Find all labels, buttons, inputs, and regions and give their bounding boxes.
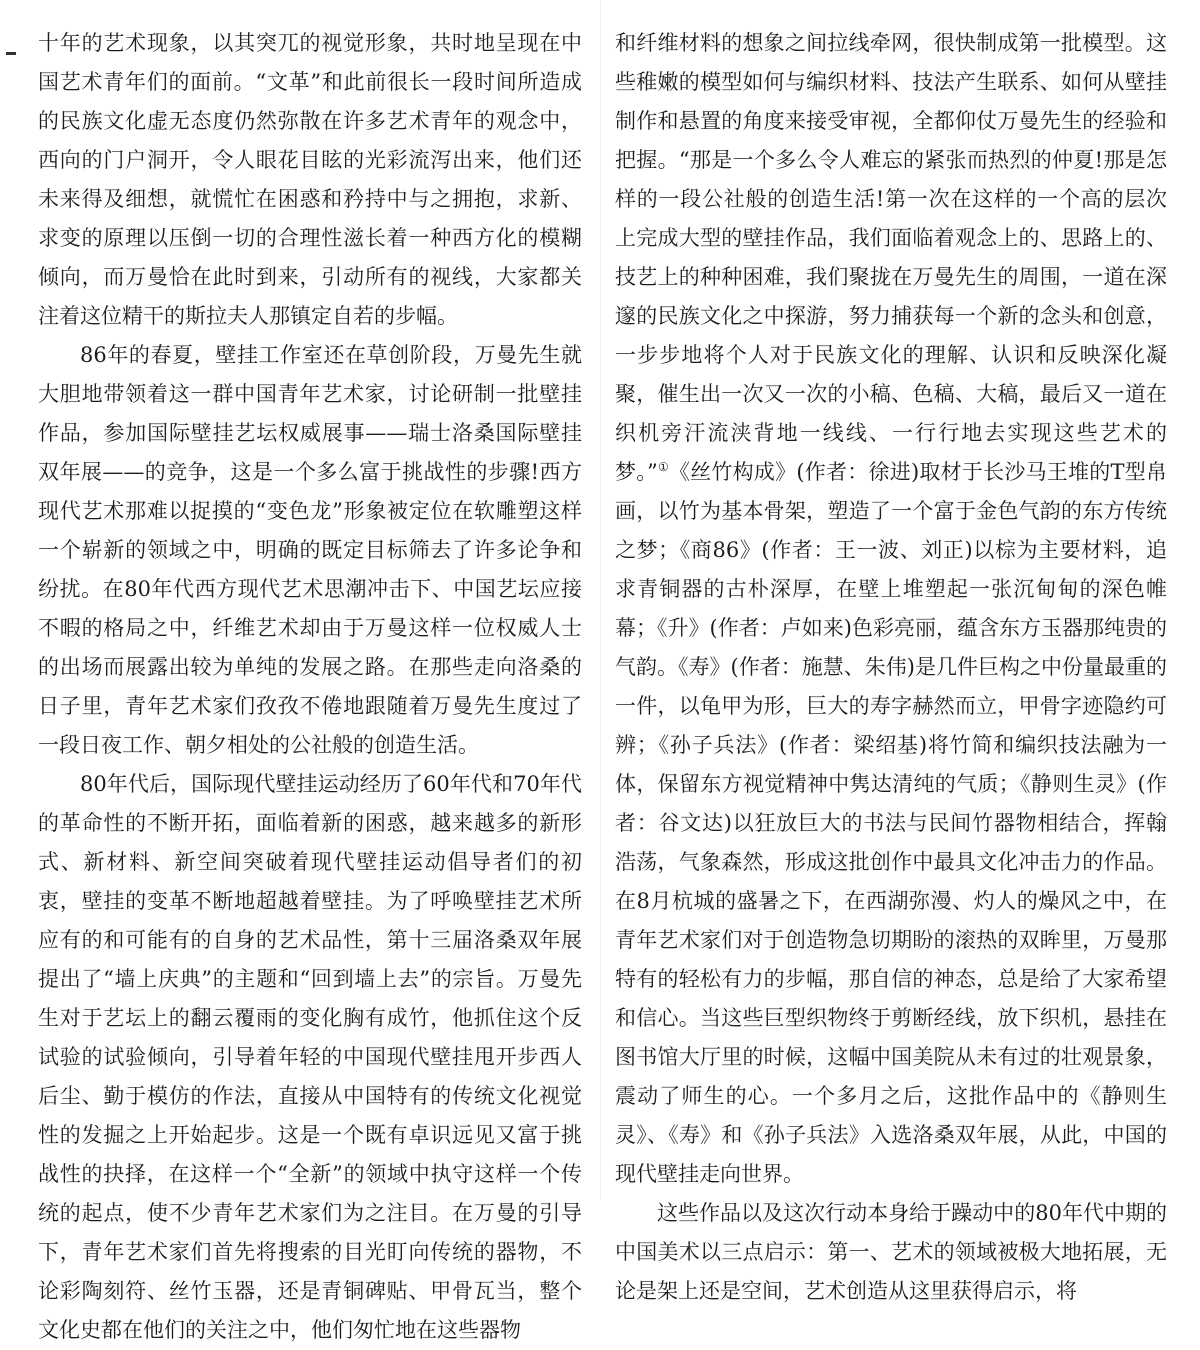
paragraph-models-and-works — [615, 24, 1167, 1194]
footnote-mark[interactable]: ① — [657, 460, 669, 474]
works-description: 《丝竹构成》(作者：徐进)取材于长沙马王堆的T型帛画，以竹为基本骨架，塑造了一个富于金色气韵的东方传统之梦；《商86》(作者：王一波、刘正)以棕为主要材料，追求青铜器的古朴深厚，在壁上堆塑起一张沉甸甸的深色帷幕；《升》(作者：卢如来)色彩亮丽，蕴含东方玉器那纯贵的气韵。《寿》(作者：施慧、朱伟)是几件巨构之中份量最重的一件，以龟甲为形，巨大的寿字赫然而立，甲骨字迹隐约可辨；《孙子兵法》(作者：梁绍基)将竹简和编织技法融为一体，保留东方视觉精神中隽达清纯的气质；《静则生灵》(作者：谷文达)以狂放巨大的书法与民间竹器物相结合，挥翰浩荡，气象森然，形成这批创作中最具文化冲击力的作品。在8月杭城的盛暑之下，在西湖弥漫、灼人的燥风之中，在青年艺术家们对于创造物急切期盼的滚热的双眸里，万曼那特有的轻松有力的步幅，那自信的神态，总是给了大家希望和信心。当这些巨型织物终于剪断经线，放下织机，悬挂在图书馆大厅里的时候，这幅中国美院从未有过的壮观景象，震动了师生的心。一个多月之后，这批作品中的《静则生灵》、《寿》和《孙子兵法》入选洛桑双年展，从此，中国的现代壁挂走向世界。 — [615, 460, 1167, 1186]
paragraph-spring-summer-86: 86年的春夏，壁挂工作室还在草创阶段，万曼先生就大胆地带领着这一群中国青年艺术家，讨论研制一批壁挂作品，参加国际壁挂艺坛权威展事——瑞士洛桑国际壁挂双年展——的竞争，这是一个多么富于挑战性的步骤!西方现代艺术那难以捉摸的“变色龙”形象被定位在软雕塑这样一个崭新的领域之中，明确的既定目标筛去了许多论争和纷扰。在80年代西方现代艺术思潮冲击下、中国艺坛应接不暇的格局之中，纤维艺术却由于万曼这样一位权威人士的出场而展露出较为单纯的发展之路。在那些走向洛桑的日子里，青年艺术家们孜孜不倦地跟随着万曼先生度过了一段日夜工作、朝夕相处的公社般的创造生活。 — [38, 343, 582, 757]
right-column — [615, 24, 1167, 1311]
paragraph-continuation: 十年的艺术现象，以其突兀的视觉形象，共时地呈现在中国艺术青年们的面前。“文革”和此前很长一段时间所造成的民族文化虚无态度仍然弥散在许多艺术青年的观念中，西向的门户洞开，令人眼花目眩的光彩流泻出来，他们还未来得及细想，就慌忙在困惑和矜持中与之拥抱，求新、求变的原理以压倒一切的合理性滋长着一种西方化的模糊倾向，而万曼恰在此时到来，引动所有的视线，大家都关注着这位精干的斯拉夫人那镇定自若的步幅。 — [38, 31, 582, 328]
left-column — [38, 24, 582, 1350]
paragraph-three-insights: 这些作品以及这次行动本身给于躁动中的80年代中期的中国美术以三点启示：第一、艺术的领域被极大地拓展，无论是架上还是空间，艺术创造从这里获得启示，将 — [615, 1201, 1167, 1303]
paragraph-post-80s: 80年代后，国际现代壁挂运动经历了60年代和70年代的革命性的不断开拓，面临着新的困惑，越来越多的新形式、新材料、新空间突破着现代壁挂运动倡导者们的初衷，壁挂的变革不断地超越着壁挂。为了呼唤壁挂艺术所应有的和可能有的自身的艺术品性，第十三届洛桑双年展提出了“墙上庆典”的主题和“回到墙上去”的宗旨。万曼先生对于艺坛上的翻云覆雨的变化胸有成竹，他抓住这个反试验的试验倾向，引导着年轻的中国现代壁挂甩开步西人后尘、勤于模仿的作法，直接从中国特有的传统文化视觉性的发掘之上开始起步。这是一个既有卓识远见又富于挑战性的抉择，在这样一个“全新”的领域中执守这样一个传统的起点，使不少青年艺术家们为之注目。在万曼的引导下，青年艺术家们首先将搜索的目光盯向传统的器物，不论彩陶刻符、丝竹玉器，还是青铜碑贴、甲骨瓦当，整个文化史都在他们的关注之中，他们匆忙地在这些器物 — [38, 772, 582, 1342]
margin-mark — [6, 52, 16, 55]
column-gutter — [600, 0, 601, 1200]
quote-passage: 和纤维材料的想象之间拉线牵网，很快制成第一批模型。这些稚嫩的模型如何与编织材料、技法产生联系、如何从壁挂制作和悬置的角度来接受审视，全都仰仗万曼先生的经验和把握。“那是一个多么令人难忘的紧张而热烈的仲夏!那是怎样的一段公社般的创造生活!第一次在这样的一个高的层次上完成大型的壁挂作品，我们面临着观念上的、思路上的、技艺上的种种困难，我们聚拢在万曼先生的周围，一道在深邃的民族文化之中探游，努力捕获每一个新的念头和创意，一步步地将个人对于民族文化的理解、认识和反映深化凝聚，催生出一次又一次的小稿、色稿、大稿，最后又一道在织机旁汗流浃背地一线线、一行行地去实现这些艺术的梦。” — [615, 31, 1167, 484]
